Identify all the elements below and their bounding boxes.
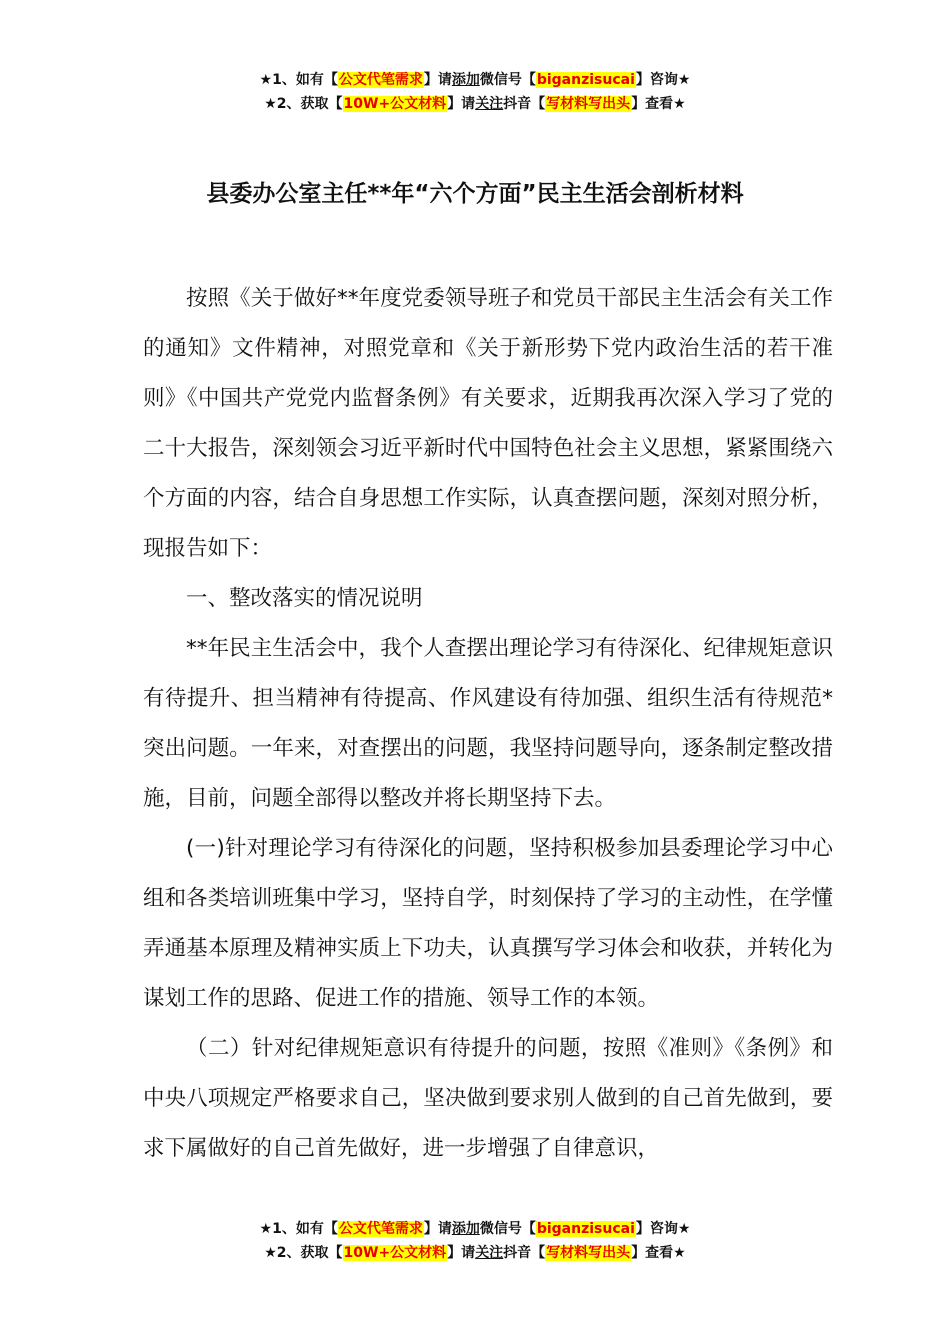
promo-line-2-prefix: ★2、获取【 bbox=[264, 96, 343, 112]
paragraph-item-1: (一)针对理论学习有待深化的问题，坚持积极参加县委理论学习中心组和各类培训班集中学习，坚持自学，时刻保持了学习的主动性，在学懂弄通基本原理及精神实质上下功夫，认真撰写学习体会和收获，并转化为谋划工作的思路、促进工作的措施、领导工作的本领。 bbox=[143, 836, 833, 1011]
promo-line-2-suffix: 】查看★ bbox=[631, 96, 686, 112]
promo-line-1-highlight-service: 公文代笔需求 bbox=[338, 72, 423, 88]
footer-promo-line-1-highlight-wechat: biganzisucai bbox=[536, 1221, 635, 1237]
footer-promo-line-2-highlight-douyin: 写材料写出头 bbox=[546, 1245, 631, 1261]
paragraph-intro: 按照《关于做好**年度党委领导班子和党员干部民主生活会有关工作的通知》文件精神，对照党章和《关于新形势下党内政治生活的若干准则》《中国共产党党内监督条例》有关要求，近期我再次深入学习了党的二十大报告，深刻领会习近平新时代中国特色社会主义思想，紧紧围绕六个方面的内容，结合自身思想工作实际，认真查摆问题，深刻对照分析，现报告如下： bbox=[143, 286, 833, 561]
document-body bbox=[143, 274, 833, 1174]
footer-promo-line-2-mid2: 抖音【 bbox=[503, 1245, 546, 1261]
footer-promo-line-2-prefix: ★2、获取【 bbox=[264, 1245, 343, 1261]
footer-promo-line-2-mid: 】请 bbox=[447, 1245, 476, 1261]
footer-promo-line-1-mid2: 微信号【 bbox=[479, 1221, 536, 1237]
section-heading-1: 一、整改落实的情况说明 bbox=[186, 586, 423, 611]
promo-line-1 bbox=[0, 68, 950, 92]
footer-promo-line-1-highlight-service: 公文代笔需求 bbox=[338, 1221, 423, 1237]
promo-line-1-suffix: 】咨询★ bbox=[635, 72, 691, 88]
promo-line-1-highlight-wechat: biganzisucai bbox=[536, 72, 635, 88]
promo-line-2-mid: 】请 bbox=[447, 96, 476, 112]
footer-promo-line-1-suffix: 】咨询★ bbox=[635, 1221, 691, 1237]
promo-line-2 bbox=[0, 92, 950, 116]
promo-line-1-mid: 】请 bbox=[423, 72, 452, 88]
paragraph-summary: **年民主生活会中，我个人查摆出理论学习有待深化、纪律规矩意识有待提升、担当精神有待提高、作风建设有待加强、组织生活有待规范*突出问题。一年来，对查摆出的问题，我坚持问题导向，逐条制定整改措施，目前，问题全部得以整改并将长期坚持下去。 bbox=[143, 636, 833, 811]
promo-line-2-highlight-materials: 10W+公文材料 bbox=[343, 96, 447, 112]
promo-line-1-emphasis: 添加 bbox=[451, 72, 480, 88]
promo-line-1-mid2: 微信号【 bbox=[479, 72, 536, 88]
paragraph-item-2: （二）针对纪律规矩意识有待提升的问题，按照《准则》《条例》和中央八项规定严格要求自己，坚决做到要求别人做到的自己首先做到，要求下属做好的自己首先做好，进一步增强了自律意识， bbox=[143, 1036, 833, 1161]
promo-line-2-mid2: 抖音【 bbox=[503, 96, 546, 112]
footer-promo-banner bbox=[0, 1217, 950, 1265]
promo-line-2-highlight-douyin: 写材料写出头 bbox=[546, 96, 631, 112]
footer-promo-line-2-highlight-materials: 10W+公文材料 bbox=[343, 1245, 447, 1261]
footer-promo-line-1-prefix: ★1、如有【 bbox=[259, 1221, 338, 1237]
promo-line-2-emphasis: 关注 bbox=[475, 96, 504, 112]
footer-promo-line-1 bbox=[0, 1217, 950, 1241]
footer-promo-line-2-suffix: 】查看★ bbox=[631, 1245, 686, 1261]
footer-promo-line-1-mid: 】请 bbox=[423, 1221, 452, 1237]
promo-line-1-prefix: ★1、如有【 bbox=[259, 72, 338, 88]
footer-promo-line-2-emphasis: 关注 bbox=[475, 1245, 504, 1261]
footer-promo-line-2 bbox=[0, 1241, 950, 1265]
document-title: 县委办公室主任**年“六个方面”民主生活会剖析材料 bbox=[206, 181, 744, 207]
footer-promo-line-1-emphasis: 添加 bbox=[451, 1221, 480, 1237]
header-promo-banner bbox=[0, 68, 950, 116]
